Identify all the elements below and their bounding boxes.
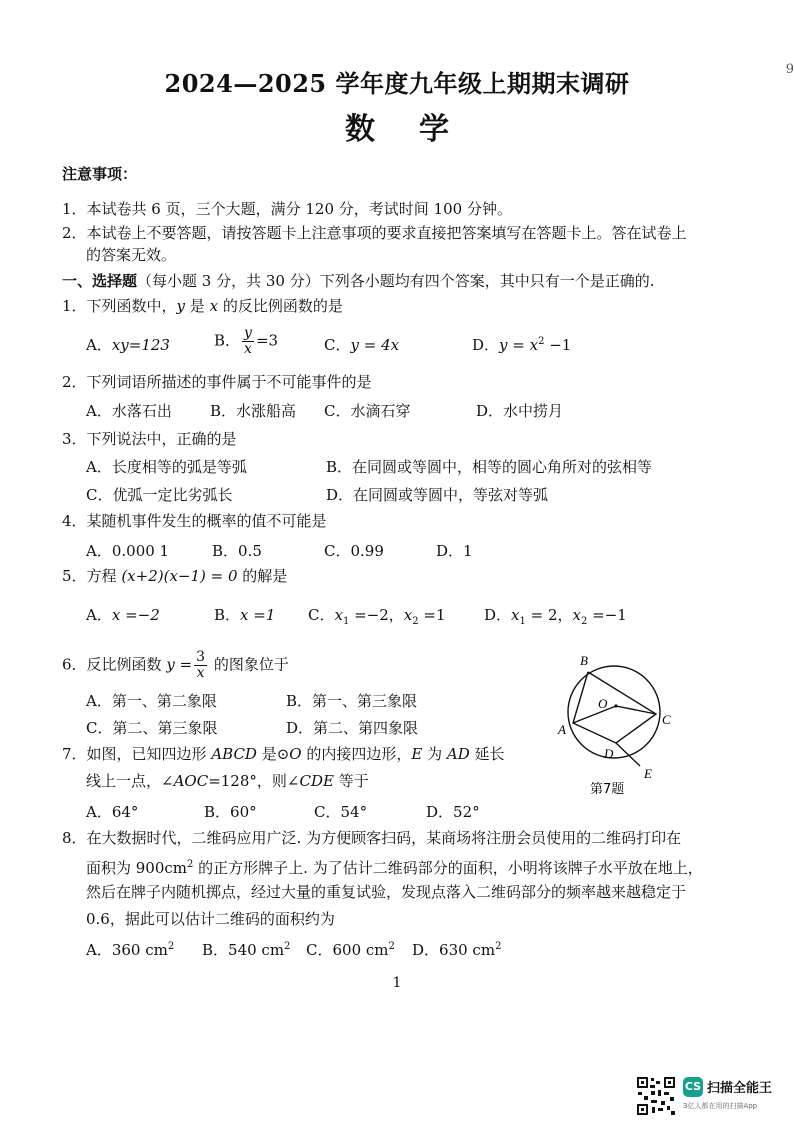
q1-d-label: D． — [472, 336, 500, 354]
fig-label-e: E — [644, 766, 652, 781]
q1-b-rest: =3 — [255, 331, 279, 350]
q5-c-v1: =−2 — [349, 606, 389, 624]
page-number: 1 — [392, 975, 402, 991]
q1-stem — [62, 296, 343, 316]
q4-stem: 4．某随机事件发生的概率的值不可能是 — [62, 512, 327, 530]
q6-option-c: C．第二、第三象限 — [86, 719, 218, 737]
q7-option-d: D．52° — [426, 803, 480, 821]
q5-d-sub1: 1 — [519, 616, 526, 627]
q5-c-v2: =1 — [418, 606, 446, 624]
q6-num: 3 — [196, 649, 206, 665]
q3-option-c: C．优弧一定比劣弧长 — [86, 486, 233, 504]
q5-stem-text-2: 的解是 — [237, 567, 288, 585]
note-item-2-cont: 的答案无效。 — [86, 246, 177, 264]
q7-text-7: =128°，则∠ — [208, 772, 300, 790]
center-point — [614, 704, 617, 707]
q8-stem-line4: 0.6，据此可以估计二维码的面积约为 — [86, 910, 335, 928]
q1-option-d — [472, 334, 571, 355]
section-heading — [62, 271, 655, 291]
q1-stem-text-2: 是 — [185, 297, 210, 315]
q8-option-a — [86, 939, 174, 960]
q7-o: O — [289, 745, 302, 763]
q1-d-expr: y = x — [499, 336, 539, 354]
q7-text-2: 是⊙ — [256, 745, 290, 763]
fig-label-c: C — [662, 712, 671, 727]
q8-b-sup: 2 — [284, 941, 291, 952]
q3-option-a: A．长度相等的弧是等弧 — [86, 458, 247, 476]
subject-title: 数学 — [345, 112, 493, 147]
fig-label-d: D — [604, 746, 614, 761]
q7-text-6: 线上一点，∠ — [86, 772, 174, 790]
q6-option-d: D．第二、第四象限 — [286, 719, 419, 737]
q5-c-sub1: 1 — [342, 616, 350, 627]
q6-stem-text-2: 的图象位于 — [209, 655, 289, 674]
q7-text-8: 等于 — [333, 772, 369, 790]
q7-option-b: B．60° — [204, 803, 257, 821]
q8-c-text: C．600 cm — [306, 941, 389, 959]
qr-code-icon — [636, 1076, 676, 1116]
section-detail: （每小题 3 分，共 30 分）下列各小题均有四个答案，其中只有一个是正确的. — [137, 272, 655, 290]
q5-d-x1: x — [511, 606, 520, 624]
q5-option-a — [86, 604, 160, 625]
q7-text-4: 为 — [422, 745, 447, 763]
section-title: 一、选择题 — [62, 272, 138, 290]
q7-aoc: AOC — [173, 772, 209, 790]
q8-a-sup: 2 — [167, 941, 175, 952]
q4-option-c: C．0.99 — [324, 542, 384, 560]
note-item-1: 1．本试卷共 6 页，三个大题，满分 120 分，考试时间 100 分钟。 — [62, 200, 512, 218]
q6-stem — [62, 650, 289, 681]
q5-option-c — [308, 604, 446, 627]
q7-text-5: 延长 — [469, 745, 505, 763]
q1-option-c — [324, 334, 399, 355]
q5-option-d — [484, 604, 627, 627]
q8-option-b — [202, 939, 290, 960]
q5-a-expr: x =−2 — [111, 606, 160, 624]
q8-stem-line2 — [86, 855, 703, 878]
note-item-2: 2．本试卷上不要答题，请按答题卡上注意事项的要求直接把答案填写在答题卡上。答在试卷上 — [62, 224, 687, 242]
q6-fraction — [194, 650, 207, 681]
notes-heading: 注意事项： — [62, 165, 138, 183]
q2-option-b: B．水涨船高 — [210, 402, 297, 420]
q7-text-1: 7．如图，已知四边形 — [62, 745, 212, 763]
q2-option-a: A．水落石出 — [86, 402, 172, 420]
q1-b-label: B． — [214, 331, 241, 350]
q4-option-a: A．0.000 1 — [86, 542, 170, 560]
q8-text-1: 面积为 900cm — [86, 859, 188, 877]
q7-stem-line2 — [86, 771, 369, 791]
q4-option-d: D．1 — [436, 542, 473, 560]
q6-y-eq: y = — [166, 655, 193, 674]
scanner-tagline: 3亿人都在用的扫描App — [683, 1102, 758, 1110]
fig-label-o: O — [598, 696, 608, 711]
corner-mark: 9 — [785, 62, 794, 77]
quadrilateral-abcd — [573, 672, 656, 743]
scanner-app-name: 扫描全能王 — [707, 1081, 773, 1096]
q8-option-c — [306, 939, 395, 960]
q1-b-den: x — [244, 341, 252, 357]
q1-c-expr: y = 4x — [350, 336, 400, 354]
q5-d-label: D． — [484, 606, 512, 624]
q7-figure — [552, 648, 692, 808]
q5-a-label: A． — [86, 606, 112, 624]
segment-oa — [573, 706, 616, 723]
q3-stem: 3．下列说法中，正确的是 — [62, 430, 237, 448]
q8-a-text: A．360 cm — [86, 941, 168, 959]
q8-d-sup: 2 — [495, 941, 502, 952]
q2-stem: 2．下列词语所描述的事件属于不可能事件的是 — [62, 373, 372, 391]
q1-a-expr: xy=123 — [111, 336, 170, 354]
q5-c-x1: x — [334, 606, 343, 624]
q1-d-expr-2: −1 — [544, 336, 572, 354]
fig-label-b: B — [580, 653, 588, 668]
q1-c-label: C． — [324, 336, 351, 354]
exam-title: 2024—2025 学年度九年级上期期末调研 — [164, 69, 630, 98]
q5-stem — [62, 566, 287, 586]
fig-label-a: A — [558, 722, 566, 737]
q5-b-expr: x =1 — [240, 606, 276, 624]
q7-option-c: C．54° — [314, 803, 368, 821]
q8-sup: 2 — [187, 859, 194, 870]
q6-den: x — [196, 665, 205, 681]
q7-e: E — [411, 745, 423, 763]
q1-d-sup: 2 — [538, 336, 545, 347]
q5-stem-text: 5．方程 — [62, 567, 122, 585]
q1-a-label: A． — [86, 336, 112, 354]
q7-text-3: 的内接四边形， — [301, 745, 412, 763]
q1-stem-text-3: 的反比例函数的是 — [218, 297, 343, 315]
q7-cde: CDE — [299, 772, 334, 790]
q8-d-text: D．630 cm — [412, 941, 496, 959]
q1-stem-text: 1．下列函数中， — [62, 297, 177, 315]
q3-option-b: B．在同圆或等圆中，相等的圆心角所对的弦相等 — [326, 458, 653, 476]
q8-option-d — [412, 939, 501, 960]
q8-text-2: 的正方形牌子上. 为了估计二维码部分的面积，小明将该牌子水平放在地上， — [193, 859, 703, 877]
q5-b-label: B． — [214, 606, 241, 624]
q2-option-c: C．水滴石穿 — [324, 402, 411, 420]
q1-var-y: y — [176, 297, 186, 315]
q2-option-d: D．水中捞月 — [476, 402, 564, 420]
q1-b-fraction — [242, 326, 254, 357]
extension-line-de — [616, 743, 640, 766]
q5-c-sub2: 2 — [412, 616, 419, 627]
q5-c-label: C． — [308, 606, 335, 624]
q6-option-b: B．第一、第三象限 — [286, 692, 418, 710]
q5-d-sep: ， — [557, 606, 573, 624]
q6-option-a: A．第一、第二象限 — [86, 692, 217, 710]
q3-option-d: D．在同圆或等圆中，等弦对等弧 — [326, 486, 549, 504]
q5-d-x2: x — [572, 606, 582, 624]
q4-option-b: B．0.5 — [212, 542, 262, 560]
q5-d-sub2: 2 — [581, 616, 588, 627]
q7-ad: AD — [446, 745, 470, 763]
fig-caption: 第7题 — [590, 782, 625, 797]
scanner-logo-icon: CS — [683, 1077, 703, 1097]
q1-b-num: y — [244, 325, 252, 341]
q1-option-a — [86, 334, 170, 355]
q5-equation: (x+2)(x−1) = 0 — [121, 567, 238, 585]
q5-c-x2: x — [403, 606, 413, 624]
q8-stem-line1: 8．在大数据时代，二维码应用广泛. 为方便顾客扫码，某商场将注册会员使用的二维码打印在 — [62, 829, 682, 847]
q5-d-v1: = 2 — [525, 606, 558, 624]
q7-stem-line1 — [62, 744, 505, 764]
q8-c-sup: 2 — [388, 941, 395, 952]
q7-abcd: ABCD — [211, 745, 257, 763]
q5-option-b — [214, 604, 275, 625]
q7-option-a: A．64° — [86, 803, 139, 821]
q5-c-sep: ， — [388, 606, 404, 624]
q1-option-b — [214, 326, 278, 357]
q8-b-text: B．540 cm — [202, 941, 285, 959]
q6-stem-text: 6．反比例函数 — [62, 655, 167, 674]
q1-var-x: x — [209, 297, 219, 315]
q5-d-v2: =−1 — [587, 606, 627, 624]
q8-stem-line3: 然后在牌子内随机掷点，经过大量的重复试验，发现点落入二维码部分的频率越来越稳定于 — [86, 883, 687, 901]
